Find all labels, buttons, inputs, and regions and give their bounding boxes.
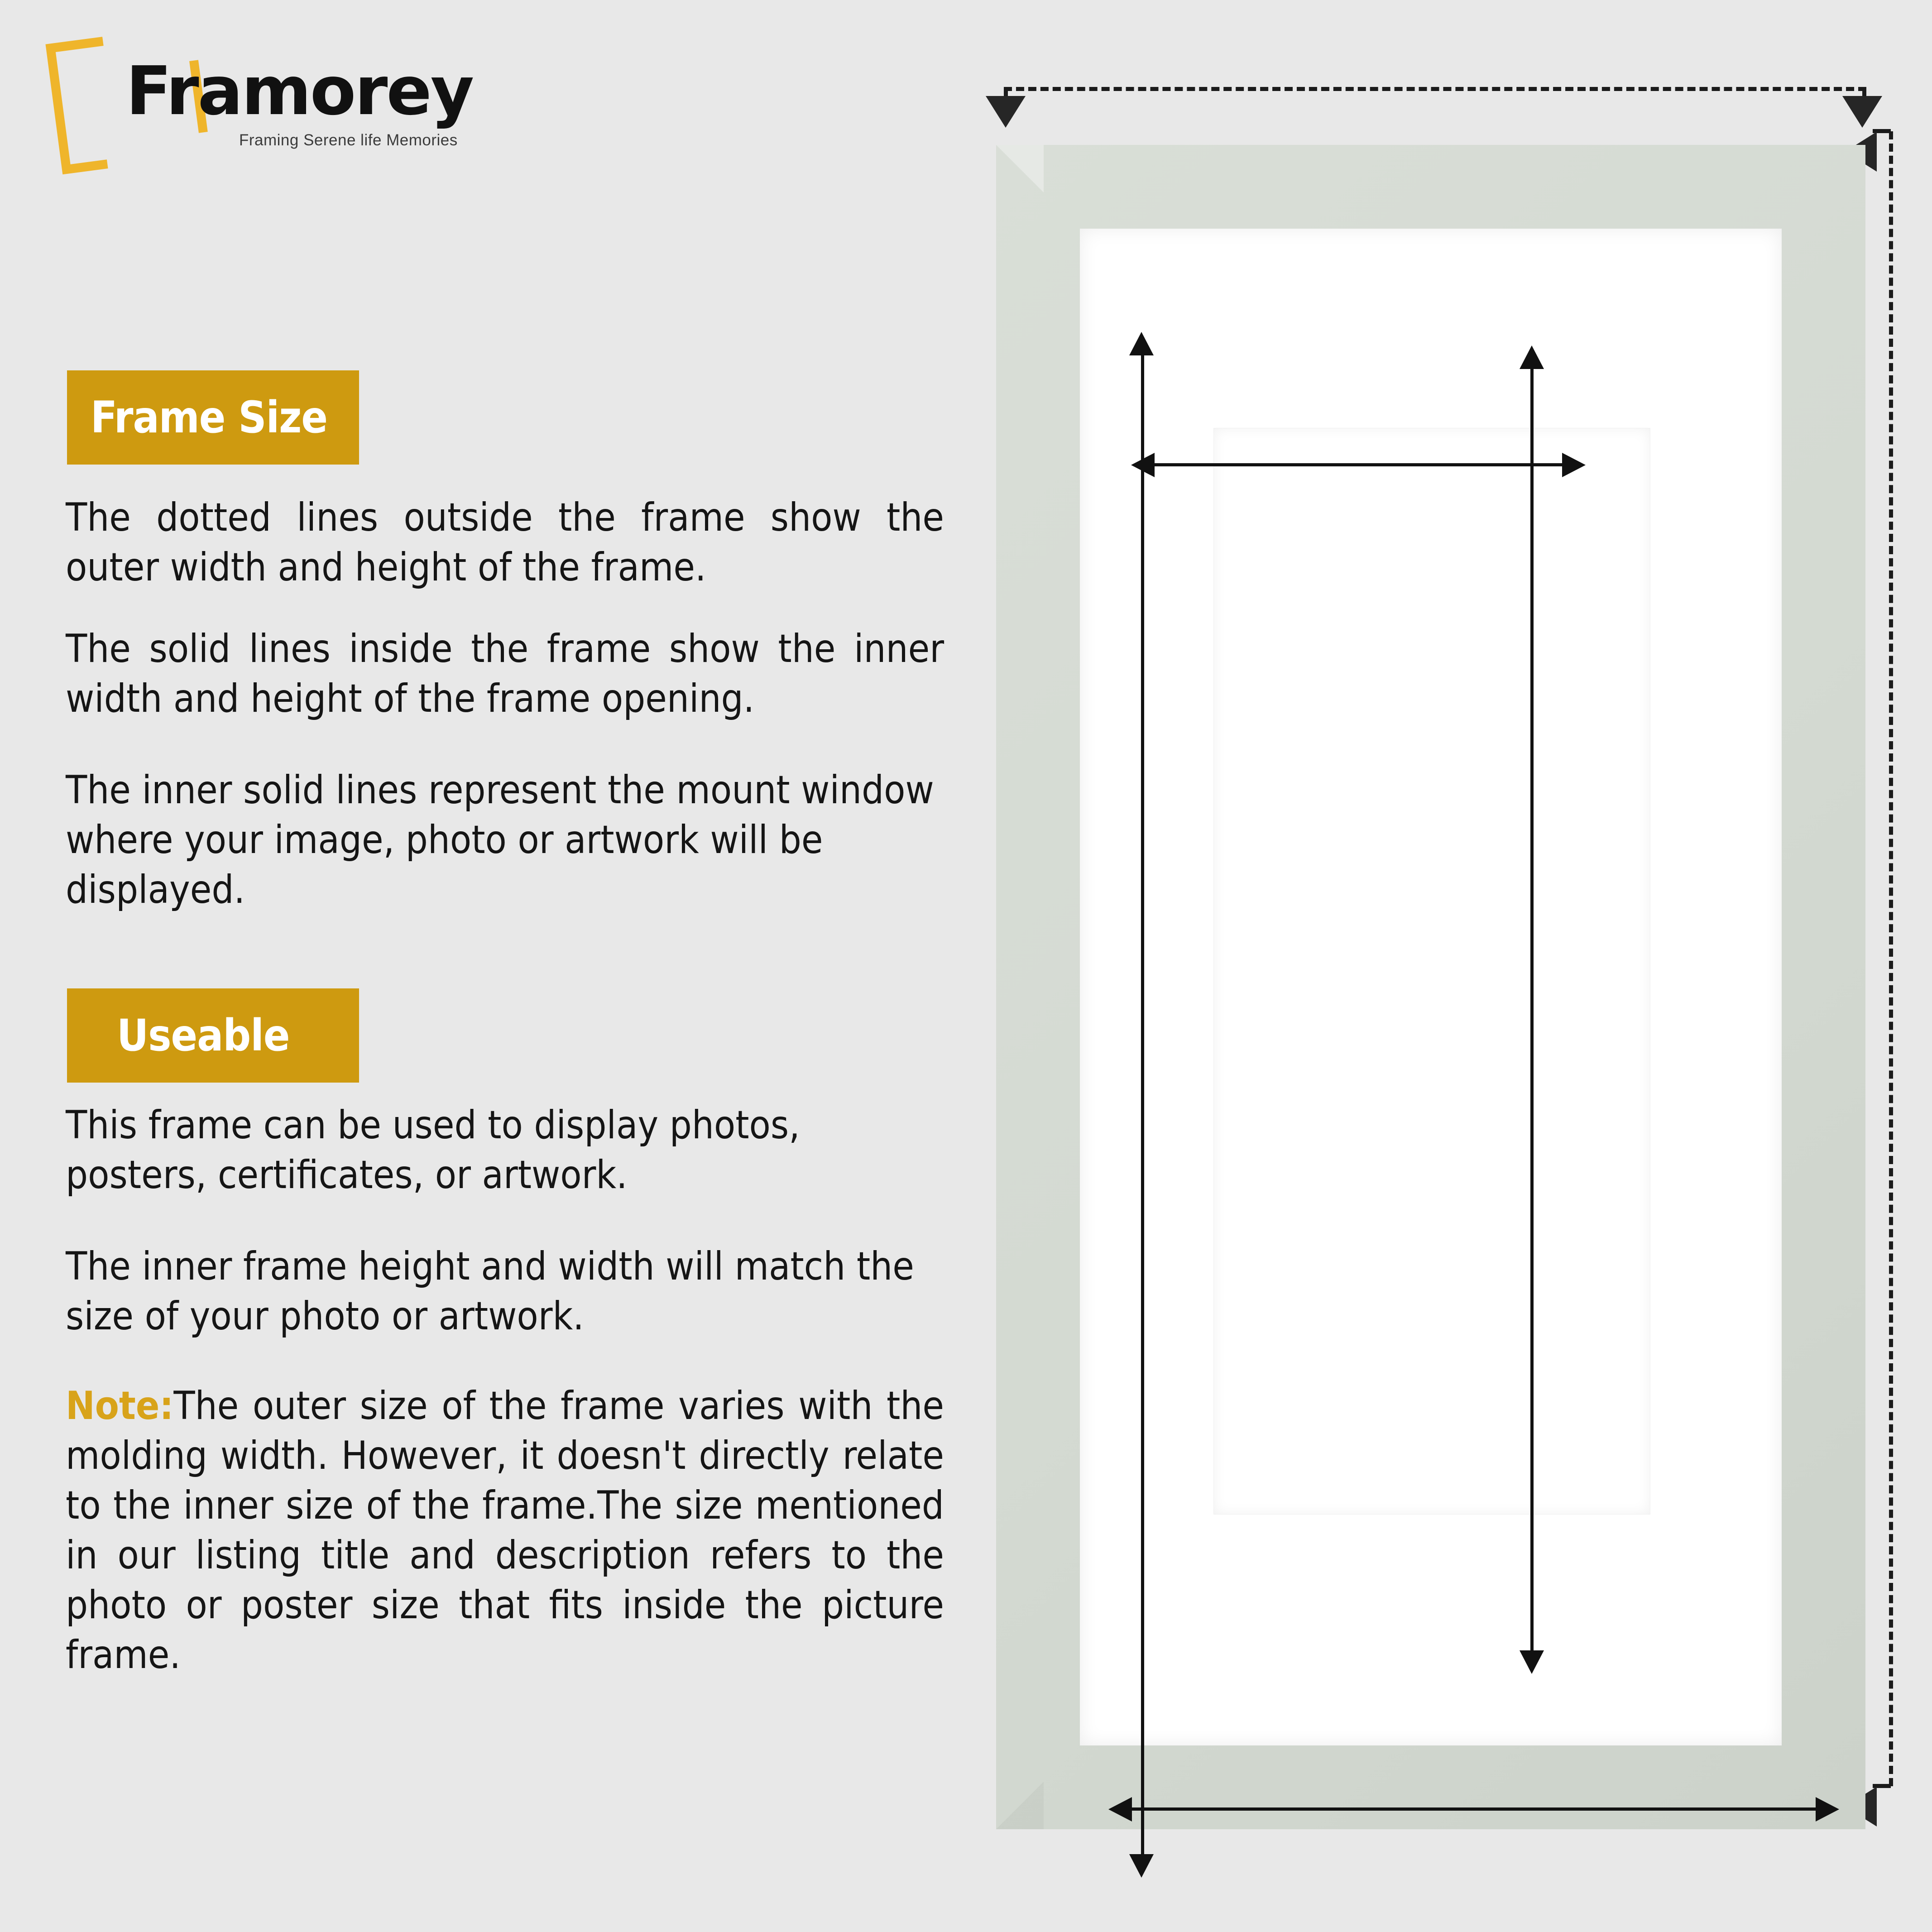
paragraph-inner-match: The inner frame height and width will match the size of your photo or artwork. — [66, 1244, 914, 1339]
frame-bevel-bottom-left — [996, 1782, 1044, 1829]
opening-height-down-arrowhead-icon — [1129, 1854, 1154, 1878]
opening-width-right-arrowhead-icon — [1816, 1797, 1839, 1822]
window-width-right-arrowhead-icon — [1562, 453, 1586, 477]
window-width-left-arrowhead-icon — [1131, 453, 1155, 477]
dashed-outer-width-line — [1004, 87, 1866, 91]
paragraph-usage: This frame can be used to display photos, posters, certificates, or artwork. — [66, 1103, 800, 1198]
paragraph-dotted-lines: The dotted lines outside the frame show the outer width and height of the frame. — [66, 495, 944, 590]
logo-wordmark: Framorey — [126, 52, 473, 130]
outer-width-left-arrowhead-icon — [986, 96, 1026, 128]
solid-window-height-arrow — [1530, 369, 1534, 1650]
brand-logo — [53, 34, 473, 183]
logo-tagline: Framing Serene life Memories — [239, 131, 458, 149]
info-column — [0, 0, 960, 1932]
frame-molding — [996, 145, 1865, 1829]
note-body: The outer size of the frame varies with the molding width. However, it doesn't directly relate to the inner size of the frame.The size mentioned in our listing title and description refers to the photo or poster size that fits inside the picture frame. — [66, 1383, 944, 1678]
frame-bevel-top-left — [996, 145, 1044, 192]
paragraph-inner-solid-lines: The inner solid lines represent the mount window where your image, photo or artwork will be displayed. — [66, 767, 934, 913]
paragraph-solid-lines: The solid lines inside the frame show the inner width and height of the frame opening. — [66, 626, 944, 722]
dashed-outer-height-line — [1889, 131, 1893, 1786]
picture-frame-diagram — [960, 0, 1932, 1932]
mount-board — [1080, 229, 1782, 1745]
window-height-up-arrowhead-icon — [1520, 345, 1544, 369]
solid-opening-width-arrow — [1132, 1807, 1816, 1811]
window-height-down-arrowhead-icon — [1520, 1650, 1544, 1674]
paragraph-note — [66, 1381, 944, 1680]
opening-height-up-arrowhead-icon — [1129, 332, 1154, 355]
solid-opening-height-arrow — [1141, 355, 1144, 1854]
note-label: Note: — [66, 1383, 174, 1429]
solid-window-width-arrow — [1155, 463, 1562, 466]
outer-width-right-arrowhead-icon — [1842, 96, 1882, 128]
section-badge-frame-size: Frame Size — [67, 370, 359, 465]
opening-width-left-arrowhead-icon — [1108, 1797, 1132, 1822]
section-badge-useable: Useable — [67, 988, 359, 1083]
mount-window — [1213, 428, 1650, 1515]
